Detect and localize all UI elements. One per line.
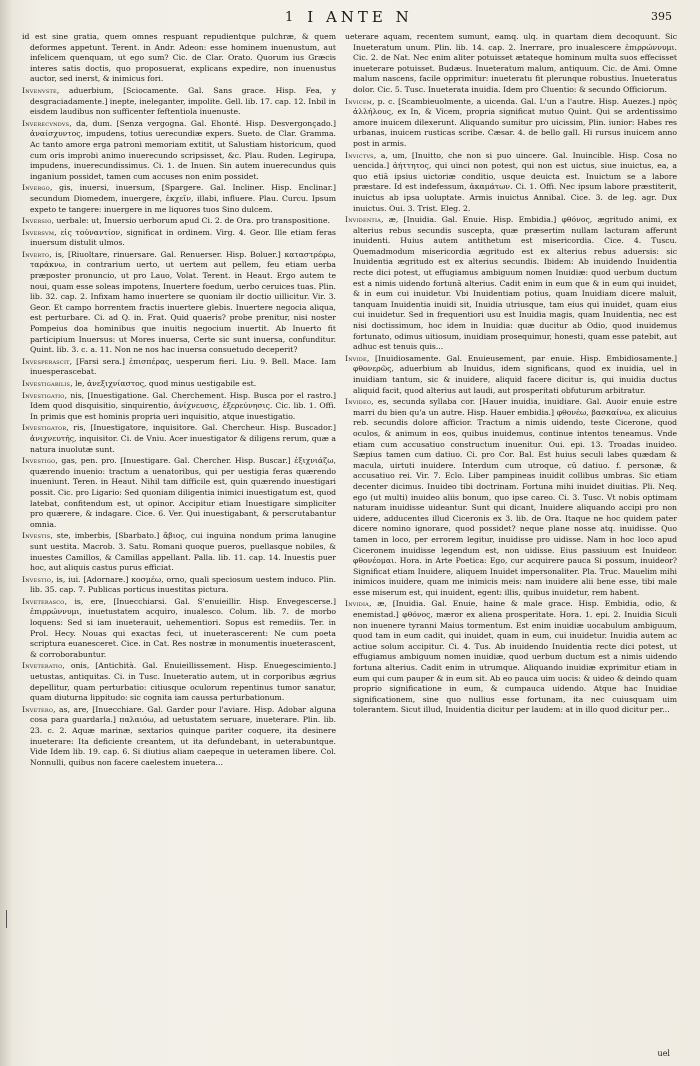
dictionary-entry: Invesperascit, [Farsi sera.] ἐπισπέρας, uesperum fieri. Liu. 9. Bell. Mace. Iam inuesperascebat. xyxy=(22,356,336,377)
entry-text: nis, [Inuestigatione. Gal. Cherchement. Hisp. Busca por el rastro.] Idem quod disquisitio, sinquirentio, ἀνίχνευσις, ἐξερεύνησις. Cic. lib. 1. Offi. In primis que est hominis propria ueri inquisitio, atque inuestigatio. xyxy=(30,390,336,421)
header-mark: 1 xyxy=(285,10,294,25)
catchword: uel xyxy=(657,1049,670,1058)
dictionary-entry: Invideo, es, secunda syllaba cor. [Hauer inuidia, inuidiare. Gal. Auoir enuie estre marri du bien qu'a un autre. Hisp. Hauer embidia.] φθονέω, βασκαίνω, ex alicuius reb. secundis dolore afficior. Tractum a nimis uidendo, teste Cicerone, quod oculos, & animum in eos, quibus inuidemus, continue intentos teneamus. Vnde etiam cum accusatiuo constructum inuenitur. Oui. epi. 13. Troadas inuideo. Sæpius tamen cum datiuo. Ci. pro Cor. Bal. Est huius seculi labes quædam & macula, uirtuti inuidere. Interdum cum utroque, cū datiuo. f. personæ, & accusatiuo rei. Vir. 7. Eclo. Liber pampineas inuidit collibus umbras. Sic etiam decenter dicimus. Inuideo tibi doctrinam. Fortuna mihi inuidet diuitias. Pli. Neq. ego (ut multi) inuideo aliis bonum, quo ipse careo. Ci. 3. Tusc. Vt nobis optimam naturam inuidisse uideantur. Sunt qui dicant, Inuidere aliquando accipi pro non uidere, adducentes illud Ciceronis ex 3. lib. de Ora. Itaque ne hoc quidem pater dicere nomino ignorare, quod possidet? neque plane nosse atq. inuidisse. Quo tamen in loco, per errorem legitur, inuidisse pro uidisse. Nam in hoc loco apud Ciceronem inuidisse legendum est, non uidisse. Eius passiuum est Inuideor. φθονέομαι. Hora. in Arte Poetica: Ego, cur acquirere pauca Si possum, inuideor? Significat etiam Inuidere, aliquem Inuidet impersonaliter. Pla. Truc. Mauelim mihi inimicos inuidere, quam me inimicis meis: nam inuidere alii bene esse, tibi male esse miserum est, qui inuident, egent: illis, quibus inuidetur, rem habent. xyxy=(345,397,677,597)
entry-headword: Invidentia xyxy=(345,215,381,225)
entry-text: is, iui. [Adornare.] κοσμέω, orno, quali speciosum uestem induco. Plin. lib. 35. cap. 7. Publicas porticus inuestitas pictura. xyxy=(30,574,336,595)
entry-headword: Inversvm xyxy=(22,227,55,237)
entry-headword: Inversio xyxy=(22,216,52,226)
dictionary-entry: Investigator, ris, [Inuestigatore, inquisitore. Gal. Chercheur. Hisp. Buscador.] ἀνιχνευτής, inquisitor. Ci. de Vniu. Acer inuestigator & diligens rerum, quæ a natura inuolutæ sunt. xyxy=(22,423,336,454)
entry-text: is, [Riuoltare, rinuersare. Gal. Renuerser. Hisp. Boluer.] καταστρέφω, ταράκνω, in contrarium uerto, ut uertem aut pellem, feu etiam uerba præposter pronuncio, ut pro Lauo, Volat. Terent. in Heaut. Ergo autem te noui, quam esse soleas impotens, Inuertere foedum, uerbo ceruices tuas. Plin. lib. 32. cap. 2. Infixam hamo inuertere se quoniam ilr doctio uillicitur. Vir. 3. Geor. Et campo horrentem fractis inuertere glebis. Inuertere negocia aliqua, est perturbare. Ci. ad Q. in. Frat. Quid quaeris? probe prenitur, nisi noster Pompeius doa hominibus que inuitis negocium inuertit. Ab Inuerto fit participium Inuersus: ut Mores inuersa, Certe sic sunt inuersa, confunditur. Quint. lib. 3. c. a. 11. Non ne nos hac inuersa consuetudo deceperit? xyxy=(30,249,336,355)
entry-headword: Invide xyxy=(345,353,367,363)
gutter-shadow xyxy=(0,0,14,1066)
dictionary-entry: Inversvm, εἰς τοὐναντίον, significat in ordinem. Virg. 4. Geor. Ille etiam feras inuersum distulit ulmos. xyxy=(22,227,336,248)
dictionary-entry: Inveterasco, is, ere, [Inuecchiarsi. Gal. S'enuieillir. Hisp. Envegescerse.] ἐπιρρώννυμι, inuetustatem acquiro, inualesco. Colum. lib. 7. de morbo loquens: Sed si iam inueterauit, uehementiori. Sopus est remediis. Ter. in Prol. Hecy. Nouas qui exactas feci, ut inueterascerent: Ne cum poeta scriptura euanesceret. Cice. in Cat. Res nostræ in monumentis inueterascent, & corroborabuntur. xyxy=(22,596,336,659)
entry-text: εἰς τοὐναντίον, significat in ordinem. Virg. 4. Geor. Ille etiam feras inuersum distulit ulmos. xyxy=(30,227,336,248)
entry-text: aduerbium, [Sciocamente. Gal. Sans grace. Hisp. Fea, y desgraciadamente.] inepte, ineleganter, impolite. Gell. lib. 17. cap. 12. Inbil in eisdem laudibus non sufficenter feftentiola inuenuste. xyxy=(30,85,336,117)
entry-headword: Invesperascit xyxy=(22,356,70,366)
running-header xyxy=(40,6,680,32)
entry-text: p. c. [Scambieuolmente, a uicenda. Gal. L'un a l'autre. Hisp. Auezes.] πρὸς ἀλλήλους, ex In, & Vicem, propria significat mutuo Quint. Qui se ardentissimo amore inuicem dilexerunt. Aliquando sumitur pro uicissim, Plin. iunior: Habes res urbanas, inuicem rusticas scribe. Cæsar. 4. de bello gall. Hi rursus inuicem anno post in armis. xyxy=(353,96,677,148)
entry-text: da, dum. [Senza vergogna. Gal. Ehonté. Hisp. Desvergonçado.] ἀναίσχυντος, impudens, totius uerecundiæ expers. Sueto. de Clar. Gramma. Ac tanto amore erga patroni memoriam extitit, ut Salustiam historicum, quod cum oris improbi animo inuerecundo scripsisset, &c. Plau. Ruden. Legirupa, impudens, inuerecundissimus. Ci. 1. de Inuen. Sin autem inuerecundus quis inganium possidet, tamen cum accuses non enim possidet. xyxy=(30,118,336,181)
entry-headword: Invidia xyxy=(345,599,369,609)
right-column xyxy=(345,32,677,1058)
entry-text: id est sine gratia, quem omnes respuant repudientque pulchræ, & quem deformes appetunt. Terent. in Andr. Adeon: esse hominem inuenustum, aut infelicem quenquam, ut ego sum? Cic. de Clar. Orato. Quorum ius Græcis interes satis doctis, quo proposuerat, explicans expedire, non inuenustus auctor, sed inerst, & inimicus fori. xyxy=(22,32,336,84)
dictionary-entry xyxy=(22,32,336,85)
dictionary-entry: Inverto, is, [Riuoltare, rinuersare. Gal. Renuerser. Hisp. Boluer.] καταστρέφω, ταράκνω, in contrarium uerto, ut uertem aut pellem, feu etiam uerba præposter pronuncio, ut pro Lauo, Volat. Terent. in Heaut. Ergo autem te noui, quam esse soleas impotens, Inuertere foedum, uerbo ceruices tuas. Plin. lib. 32. cap. 2. Infixam hamo inuertere se quoniam ilr doctio uillicitur. Vir. 3. Geor. Et campo horrentem fractis inuertere glebis. Inuertere negocia aliqua, est perturbare. Ci. ad Q. in. Frat. Quid quaeris? probe prenitur, nisi noster Pompeius doa hominibus que inuitis negocium inuertit. Ab Inuerto fit participium Inuersus: ut Mores inuersa, Certe sic sunt inuersa, confunditur. Quint. lib. 3. c. a. 11. Non ne nos hac inuersa consuetudo deceperit? xyxy=(22,249,336,355)
entry-headword: Inveterasco xyxy=(22,596,65,606)
entry-text: onis, [Antichità. Gal. Enuieillissement. Hisp. Enuegescimiento.] uetustas, antiquitas. Ci. in Tusc. Inueteratio autem, ut in corporibus ægrius depellitur, quam perturbatio: citiusque oculorum repentinus tumor sanatur, quam diuturna lippitudo: sic cognita iam caussa perturbationum. xyxy=(30,661,336,703)
entry-text: [Inuidiosamente. Gal. Enuieusement, par enuie. Hisp. Embidiosamente.] φθονερῶς, aduerbium ab Inuidus, idem significans, quod ex inuidia, uel in inuidiam tantum, sic & inuidere, aliquid facere dicitur is, qui inuidia ductus aliquid facit, quod alterius aut laudi, aut prosperitati obfuturum arbitratur. xyxy=(353,353,677,395)
entry-text: gas, pen. pro. [Inuestigare. Gal. Chercher. Hisp. Buscar.] ἐξιχνιάζω, quærendo inuenio: tractum a uenatoribus, qui per uestigia feras quærendo inueniunt. Teren. in Heaut. Nihil tam difficile est, quin quærendo inuestigari possit. Cic. pro Ligario: Sed quoniam diligentia inimici inuestigatum est, quod latebat, confitendum est, ut opinor. Accipitur etiam Inuestigare simpliciter pro quærere, & indagare. Cice. 6. Ver. Qui inuestigabant, & perscrutabantur omnia. xyxy=(30,456,336,529)
entry-headword: Invergo xyxy=(22,183,50,193)
entry-headword: Invetero xyxy=(22,704,54,714)
dictionary-entry: Inveteratio, onis, [Antichità. Gal. Enuieillissement. Hisp. Enuegescimiento.] uetustas, antiquitas. Ci. in Tusc. Inueteratio autem, ut in corporibus ægrius depellitur, quam perturbatio: citiusque oculorum repentinus tumor sanatur, quam diuturna lippitudo: sic cognita iam caussa perturbationum. xyxy=(22,661,336,703)
dictionary-entry: Inverecvndvs, da, dum. [Senza vergogna. Gal. Ehonté. Hisp. Desvergonçado.] ἀναίσχυντος, impudens, totius uerecundiæ expers. Sueto. de Clar. Gramma. Ac tanto amore erga patroni memoriam extitit, ut Salustiam historicum, quod cum oris improbi animo inuerecundo scripsisset, &c. Plau. Ruden. Legirupa, impudens, inuerecundissimus. Ci. 1. de Inuen. Sin autem inuerecundus quis inganium possidet, tamen cum accuses non enim possidet. xyxy=(22,118,336,181)
dictionary-entry: Invenvste, aduerbium, [Sciocamente. Gal. Sans grace. Hisp. Fea, y desgraciadamente.] inepte, ineleganter, impolite. Gell. lib. 17. cap. 12. Inbil in eisdem laudibus non sufficenter feftentiola inuenuste. xyxy=(22,85,336,117)
entry-text: le, ἀνεξιχνίαστος, quod minus uestigabile est. xyxy=(75,379,257,388)
entry-headword: Invideo xyxy=(345,397,372,407)
entry-headword: Inverecvndvs xyxy=(22,118,70,128)
entry-text: is, ere, [Inuecchiarsi. Gal. S'enuieillir. Hisp. Envegescerse.] ἐπιρρώννυμι, inuetustatem acquiro, inualesco. Colum. lib. 7. de morbo loquens: Sed si iam inueterauit, uehementiori. Sopus est remediis. Ter. in Prol. Hecy. Nouas qui exactas feci, ut inueterascerent: Ne cum poeta scriptura euanesceret. Cice. in Cat. Res nostræ in monumentis inueterascent, & corroborabuntur. xyxy=(30,596,336,659)
dictionary-entry: Invergo, gis, inuersi, inuersum, [Spargere. Gal. Incliner. Hisp. Enclinar.] secundum Diomedem, inuergere, ἐκχεῖν, illabi, influere. Plau. Curcu. Ipsum expeto te tangere: inuergere in me liquores tuos Sino dulcem. xyxy=(22,183,336,214)
dictionary-entry: Investio, is, iui. [Adornare.] κοσμέω, orno, quali speciosum uestem induco. Plin. lib. 35. cap. 7. Publicas porticus inuestitas pictura. xyxy=(22,574,336,595)
entry-headword: Investio xyxy=(22,574,52,584)
entry-text: [Farsi sera.] ἐπισπέρας, uesperum fieri. Liu. 9. Bell. Mace. Iam inuesperascebat. xyxy=(30,356,336,377)
dictionary-entry: Invetero, as, are, [Inuecchiare. Gal. Garder pour l'aviare. Hisp. Adobar alguna cosa para guardarla.] παλαιόω, ad uetustatem seruare, inueterare. Plin. lib. 23. c. 2. Aquæ marinæ, sextarios quinque pariter coquere, ita desinere inueterare: Ita deficiente creantem, ut ita defundebant, in ueterabuntque. Vide Idem lib. 19. cap. 6. Si diutius aliam caepeque in ueteramen libere. Col. Nonnulli, quibus non facere caelestem inuetera... xyxy=(22,704,336,767)
entry-text: æ, [Inuidia. Gal. Enuie, haine & male grace. Hisp. Embidia, odio, & enemistad.] φθόνος, mæror ex aliena prosperitate. Hora. 1. epi. 2. Inuidia Siculi non inuenere tyranni Maius tormentum. Est enim inuidiæ uocabulum ambiguum, quod tam in eum cadit, qui inuidet, quam in eum, cui inuidetur. Inuidia autem ac actiue solum accipitur. Ci. 4. Tus. Ab inuidendo Inuidentia recte dici potest, ut effugiamus ambiguum nomen inuidiæ, quod uerbum ductum est a nimis uidendo fortuna alterius. Cadit enim in utrumque. Aliquando inuidiæ exprimitur etiam in eum qui cum pauper & in eum sit. Ab eo pauca uim uocis: & uideo & deindo quam proprio significatione in eum, & cumpauca uidendo. Atque hac Inuidiae significationem, sine quo nullius esse fortunam, ita nec cuiusquam uim tolerantem. Sicut illud, Inuidentia dicitur per laudem: at in illo quod dicitur per... xyxy=(353,599,677,715)
dictionary-entry: Inversio, uerbale: ut, Inuersio uerborum apud Ci. 2. de Ora. pro transpositione. xyxy=(22,216,330,226)
left-column xyxy=(22,32,336,1058)
entry-headword: Inverto xyxy=(22,249,50,259)
entry-text: a, um, [Inuitto, che non si puo uincere. Gal. Inuincible. Hisp. Cosa no uencida.] ἀήττητος, qui uinci non potest, qui non est uictus, siue inuictus, ea, a quo etiā ipsius uictoriæ conditio, usque deuicta est. Inuictum se a labore præstare. Id est indefessum, ἀκαμάτων. Ci. 1. Offi. Nec ipsum labore præstiterit, inuictus ab ipsa uoluptate. Armis inuictus Annibal. Cice. 3. de leg. agr. Dux inuictus. Oui. 3. Trist. Eleg. 2. xyxy=(353,150,677,213)
entry-headword: Investigatio xyxy=(22,390,65,400)
entry-text: ueterare aquam, recentem sumunt, eamq. ulq. in quartam diem decoquunt. Sic Inueteratum unum. Plin. lib. 14. cap. 2. Inerrare, pro inualescere ἐπιρρώννυμι. Cic. 2. de Nat. Nec enim aliter potuisset ætateque hominum multa suos effecisset inueterare potuisset. Budæus. Inueteratum malum, antiquum. Cic. de Ami. Omne malum nascens, facile opprimitur: inueteratu fit plerunque robustius. Inueteratus dolor. Cic. 5. Tusc. Inueterata inuidia. Idem pro Cluentio: & secundo Officiorum. xyxy=(345,32,677,94)
page-number: 395 xyxy=(651,10,672,23)
entry-headword: Investigo xyxy=(22,456,56,466)
dictionary-entry: Investigabilis, le, ἀνεξιχνίαστος, quod minus uestigabile est. xyxy=(22,379,257,388)
entry-headword: Investis xyxy=(22,531,51,541)
entry-headword: Inveteratio xyxy=(22,661,63,671)
entry-headword: Investigator xyxy=(22,423,67,433)
dictionary-entry: Investigatio, nis, [Inuestigatione. Gal. Cherchement. Hisp. Busca por el rastro.] Idem quod disquisitio, sinquirentio, ἀνίχνευσις, ἐξερεύνησις. Cic. lib. 1. Offi. In primis que est hominis propria ueri inquisitio, atque inuestigatio. xyxy=(22,390,336,421)
dictionary-entry: Investigo, gas, pen. pro. [Inuestigare. Gal. Chercher. Hisp. Buscar.] ἐξιχνιάζω, quærendo inuenio: tractum a uenatoribus, qui per uestigia feras quærendo inueniunt. Teren. in Heaut. Nihil tam difficile est, quin quærendo inuestigari possit. Cic. pro Ligario: Sed quoniam diligentia inimici inuestigatum est, quod latebat, confitendum est, ut opinor. Accipitur etiam Inuestigare simpliciter pro quærere, & indagare. Cice. 6. Ver. Qui inuestigabant, & perscrutabantur omnia. xyxy=(22,456,336,529)
entry-text: ste, imberbis, [Sbarbato.] ἄβιος, cui inguina nondum prima lanugine sunt uestita. Macrob. 3. Satu. Romani quoque pueros, puellasque nobiles, & inuestes Camillos, & Camillas appellant. Palla. lib. 11. cap. 14. Inuestis puer hoc, aut aliquis castus purus efficiat. xyxy=(30,531,336,573)
entry-text: æ, [Inuidia. Gal. Enuie. Hisp. Embidia.] φθόνος, ægritudo animi, ex alterius rebus secundis suscepta, quæ præsertim nullam lacturam afferunt inuidenti. Huius autem antithetum est misericordia. Cice. 4. Tuscu. Quemadmodum misericordia ægritudo est ex alterius rebus aduersis: sic Inuidentia ægritudo est ex alterius secundis. Ibidem: Ab inuidendo Inuidentia recte dici potest, ut effugiamus ambiguum nomen Inuidiæ: quod uerbum ductum est a nimis uidendo fortunā alterius. Cadit enim in eum que & in eum qui inuidet, & in eum cui inuidetur. Vbi Inuidentiam potius, quam Inuidiam dicere maluit, tanquam Inuidentia inuidi sit, Inuidia utriusque, tam eius qui inuidet, quam eius cui inuidetur. Sed in frequentiori usu est Inuidia magis, quam Inuidentia, nec est nisi doctissimum, hoc idem in Inuidia: quæ ducitur ab Odio, quod inuidemus fortunato, odimus uitiosum, inuidiam prosequimur, honesti, quam esse patebit, aut adhuc est tenuis quis... xyxy=(353,215,677,352)
dictionary-entry: Invide, [Inuidiosamente. Gal. Enuieusement, par enuie. Hisp. Embidiosamente.] φθονερῶς, aduerbium ab Inuidus, idem significans, quod ex inuidia, uel in inuidiam tantum, sic & inuidere, aliquid facere dicitur is, qui inuidia ductus aliquid facit, quod alterius aut laudi, aut prosperitati obfuturum arbitratur. xyxy=(345,353,677,395)
dictionary-entry: Invidentia, æ, [Inuidia. Gal. Enuie. Hisp. Embidia.] φθόνος, ægritudo animi, ex alterius rebus secundis suscepta, quæ præsertim nullam lacturam afferunt inuidenti. Huius autem antithetum est misericordia. Cice. 4. Tuscu. Quemadmodum misericordia ægritudo est ex alterius rebus aduersis: sic Inuidentia ægritudo est ex alterius secundis. Ibidem: Ab inuidendo Inuidentia recte dici potest, ut effugiamus ambiguum nomen Inuidiæ: quod uerbum ductum est a nimis uidendo fortunā alterius. Cadit enim in eum que & in eum qui inuidet, & in eum cui inuidetur. Vbi Inuidentiam potius, quam Inuidiam dicere maluit, tanquam Inuidentia inuidi sit, Inuidia utriusque, tam eius qui inuidet, quam eius cui inuidetur. Sed in frequentiori usu est Inuidia magis, quam Inuidentia, nec est nisi doctissimum, hoc idem in Inuidia: quæ ducitur ab Odio, quod inuidemus fortunato, odimus uitiosum, inuidiam prosequimur, honesti, quam esse patebit, aut adhuc est tenuis quis... xyxy=(345,215,677,352)
entry-text: es, secunda syllaba cor. [Hauer inuidia, inuidiare. Gal. Auoir enuie estre marri du bien qu'a un autre. Hisp. Hauer embidia.] φθονέω, βασκαίνω, ex alicuius reb. secundis dolore afficior. Tractum a nimis uidendo, teste Cicerone, quod oculos, & animum in eos, quibus inuidemus, continue intentos teneamus. Vnde etiam cum accusatiuo constructum inuenitur. Oui. epi. 13. Troadas inuideo. Sæpius tamen cum datiuo. Ci. pro Cor. Bal. Est huius seculi labes quædam & macula, uirtuti inuidere. Interdum cum utroque, cū datiuo. f. personæ, & accusatiuo rei. Vir. 7. Eclo. Liber pampineas inuidit collibus umbras. Sic etiam decenter dicimus. Inuideo tibi doctrinam. Fortuna mihi inuidet diuitias. Pli. Neq. ego (ut multi) inuideo aliis bonum, quo ipse careo. Ci. 3. Tusc. Vt nobis optimam naturam inuidisse uideantur. Sunt qui dicant, Inuidere aliquando accipi pro non uidere, adducentes illud Ciceronis ex 3. lib. de Ora. Itaque ne hoc quidem pater dicere nomino ignorare, quod possidet? neque plane nosse atq. inuidisse. Quo tamen in loco, per errorem legitur, inuidisse pro uidisse. Nam in hoc loco apud Ciceronem inuidisse legendum est, non uidisse. Eius passiuum est Inuideor. φθονέομαι. Hora. in Arte Poetica: Ego, cur acquirere pauca Si possum, inuideor? Significat etiam Inuidere, aliquem Inuidet impersonaliter. Pla. Truc. Mauelim mihi inimicos inuidere, quam me inimicis meis: nam inuidere alii bene esse, tibi male esse miserum est, qui inuident, egent: illis, quibus inuidetur, rem habent. xyxy=(353,397,677,597)
entry-headword: Investigabilis xyxy=(22,379,71,388)
entry-text: uerbale: ut, Inuersio uerborum apud Ci. 2. de Ora. pro transpositione. xyxy=(56,216,330,226)
entry-headword: Invictvs xyxy=(345,150,374,160)
entry-text: ris, [Inuestigatore, inquisitore. Gal. Chercheur. Hisp. Buscador.] ἀνιχνευτής, inquisitor. Ci. de Vniu. Acer inuestigator & diligens rerum, quæ a natura inuolutæ sunt. xyxy=(30,423,336,454)
dictionary-entry: Invictvs, a, um, [Inuitto, che non si puo uincere. Gal. Inuincible. Hisp. Cosa no uencida.] ἀήττητος, qui uinci non potest, qui non est uictus, siue inuictus, ea, a quo etiā ipsius uictoriæ conditio, usque deuicta est. Inuictum se a labore præstare. Id est indefessum, ἀκαμάτων. Ci. 1. Offi. Nec ipsum labore præstiterit, inuictus ab ipsa uoluptate. Armis inuictus Annibal. Cice. 3. de leg. agr. Dux inuictus. Oui. 3. Trist. Eleg. 2. xyxy=(345,150,677,213)
dictionary-entry: Invicem, p. c. [Scambieuolmente, a uicenda. Gal. L'un a l'autre. Hisp. Auezes.] πρὸς ἀλλήλους, ex In, & Vicem, propria significat mutuo Quint. Qui se ardentissimo amore inuicem dilexerunt. Aliquando sumitur pro uicissim, Plin. iunior: Habes res urbanas, inuicem rusticas scribe. Cæsar. 4. de bello gall. Hi rursus inuicem anno post in armis. xyxy=(345,96,677,148)
entry-headword: Invenvste xyxy=(22,85,57,95)
margin-mark xyxy=(6,910,7,928)
entry-headword: Invicem xyxy=(345,96,372,106)
dictionary-entry: Invidia, æ, [Inuidia. Gal. Enuie, haine & male grace. Hisp. Embidia, odio, & enemistad.] φθόνος, mæror ex aliena prosperitate. Hora. 1. epi. 2. Inuidia Siculi non inuenere tyranni Maius tormentum. Est enim inuidiæ uocabulum ambiguum, quod tam in eum cadit, qui inuidet, quam in eum, cui inuidetur. Inuidia autem ac actiue solum accipitur. Ci. 4. Tus. Ab inuidendo Inuidentia recte dici potest, ut effugiamus ambiguum nomen inuidiæ, quod uerbum ductum est a nimis uidendo fortuna alterius. Cadit enim in utrumque. Aliquando inuidiæ exprimitur etiam in eum qui cum pauper & in eum sit. Ab eo pauca uim uocis: & uideo & deindo quam proprio significatione in eum, & cumpauca uidendo. Atque hac Inuidiae significationem, sine quo nullius esse fortunam, ita nec cuiusquam uim tolerantem. Sicut illud, Inuidentia dicitur per laudem: at in illo quod dicitur per... xyxy=(345,599,677,715)
entry-text: gis, inuersi, inuersum, [Spargere. Gal. Incliner. Hisp. Enclinar.] secundum Diomedem, inuergere, ἐκχεῖν, illabi, influere. Plau. Curcu. Ipsum expeto te tangere: inuergere in me liquores tuos Sino dulcem. xyxy=(30,183,336,214)
dictionary-entry xyxy=(345,32,677,96)
running-title: I ANTE N xyxy=(307,8,413,26)
dictionary-entry: Investis, ste, imberbis, [Sbarbato.] ἄβιος, cui inguina nondum prima lanugine sunt uestita. Macrob. 3. Satu. Romani quoque pueros, puellasque nobiles, & inuestes Camillos, & Camillas appellant. Palla. lib. 11. cap. 14. Inuestis puer hoc, aut aliquis castus purus efficiat. xyxy=(22,531,336,573)
entry-text: as, are, [Inuecchiare. Gal. Garder pour l'aviare. Hisp. Adobar alguna cosa para guardarla.] παλαιόω, ad uetustatem seruare, inueterare. Plin. lib. 23. c. 2. Aquæ marinæ, sextarios quinque pariter coquere, ita desinere inueterare: Ita deficiente creantem, ut ita defundebant, in ueterabuntque. Vide Idem lib. 19. cap. 6. Si diutius aliam caepeque in ueteramen libere. Col. Nonnulli, quibus non facere caelestem inuetera... xyxy=(30,704,336,767)
